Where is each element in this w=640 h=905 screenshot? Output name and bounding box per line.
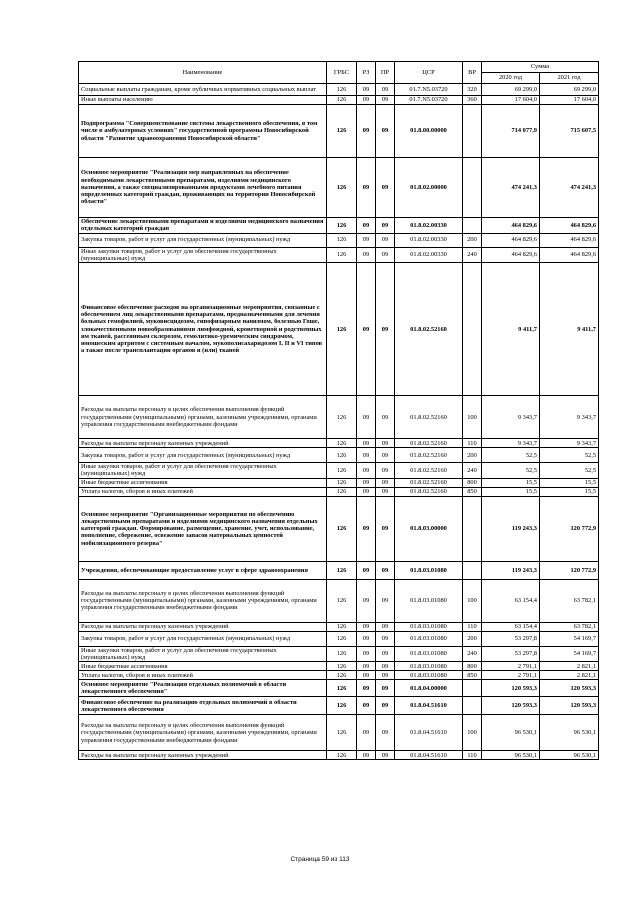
table-cell-rz: 09 [357, 158, 376, 218]
table-row [79, 487, 599, 496]
table-cell-rz: 09 [357, 247, 376, 263]
table-cell-2021: 69 299,0 [540, 84, 599, 96]
table-cell-vr: 100 [463, 396, 482, 439]
table-row [79, 84, 599, 96]
budget-table [78, 61, 599, 760]
table-cell-pr: 09 [376, 579, 395, 622]
table-cell-2020: 15,5 [482, 478, 540, 487]
table-cell-pr: 09 [376, 662, 395, 671]
table-cell-name: Иные бюджетные ассигнования [79, 478, 327, 487]
table-cell-csr: 01.8.02.00330 [395, 247, 463, 263]
table-cell-csr: 01.8.02.52160 [395, 396, 463, 439]
table-cell-vr: 850 [463, 671, 482, 680]
table-cell-vr: 240 [463, 247, 482, 263]
table-cell-2020: 119 243,3 [482, 561, 540, 579]
table-cell-rz: 09 [357, 263, 376, 396]
table-cell-2021: 63 782,1 [540, 579, 599, 622]
table-cell-2021: 96 530,1 [540, 715, 599, 751]
table-cell-grbs: 126 [327, 697, 357, 715]
table-cell-pr: 09 [376, 478, 395, 487]
table-cell-pr: 09 [376, 487, 395, 496]
table-cell-rz: 09 [357, 105, 376, 158]
table-cell-2021: 464 829,6 [540, 247, 599, 263]
table-cell-grbs: 126 [327, 561, 357, 579]
table-cell-csr: 01.8.02.52160 [395, 478, 463, 487]
table-cell-grbs: 126 [327, 439, 357, 448]
table-cell-grbs: 126 [327, 105, 357, 158]
table-cell-2020: 464 829,6 [482, 218, 540, 234]
table-cell-2021: 52,5 [540, 463, 599, 479]
table-cell-grbs: 126 [327, 247, 357, 263]
table-cell-2020: 9 343,7 [482, 396, 540, 439]
table-row [79, 263, 599, 396]
table-cell-csr: 01.8.02.00330 [395, 218, 463, 234]
table-cell-2021: 63 782,1 [540, 622, 599, 631]
table-cell-vr: 110 [463, 751, 482, 760]
table-cell-grbs: 126 [327, 463, 357, 479]
table-cell-rz: 09 [357, 233, 376, 247]
table-cell-csr: 01.8.00.00000 [395, 105, 463, 158]
table-cell-rz: 09 [357, 478, 376, 487]
table-cell-grbs: 126 [327, 158, 357, 218]
table-cell-2021: 2 821,1 [540, 662, 599, 671]
table-cell-pr: 09 [376, 96, 395, 105]
table-cell-grbs: 126 [327, 622, 357, 631]
table-cell-rz: 09 [357, 439, 376, 448]
table-cell-pr: 09 [376, 158, 395, 218]
table-cell-grbs: 126 [327, 218, 357, 234]
table-cell-csr: 01.8.04.51610 [395, 715, 463, 751]
table-cell-grbs: 126 [327, 478, 357, 487]
table-row [79, 680, 599, 697]
table-cell-vr [463, 263, 482, 396]
table-row [79, 439, 599, 448]
table-row [79, 671, 599, 680]
table-cell-grbs: 126 [327, 84, 357, 96]
table-row [79, 463, 599, 479]
table-cell-rz: 09 [357, 622, 376, 631]
page-number: Страница 59 из 113 [290, 856, 350, 863]
table-cell-pr: 09 [376, 751, 395, 760]
table-cell-csr: 01.8.04.51610 [395, 751, 463, 760]
table-cell-grbs: 126 [327, 671, 357, 680]
table-cell-name: Финансовое обеспечение расходов на организационные мероприятия, связанные с обеспечением лиц лекарственными препаратами, предназначенными для лечения больных гемофилией, муковисцидозом, гипофизарным нанизмом, болезнью Гоше, злокачественными новообразованиями лимфоидной, кроветворной и родственных им тканей, рассеянным склерозом, гемолитико-уремическим синдромом, юношеским артритом с системным началом, мукополисахаридозом I, II и VI типов а также после трансплантации органов и (или) тканей [79, 263, 327, 396]
table-cell-rz: 09 [357, 631, 376, 646]
table-cell-grbs: 126 [327, 496, 357, 561]
table-cell-2021: 9 343,7 [540, 439, 599, 448]
table-cell-csr: 01.8.03.01080 [395, 561, 463, 579]
table-cell-pr: 09 [376, 646, 395, 662]
table-cell-csr: 01.8.04.51610 [395, 697, 463, 715]
table-row [79, 105, 599, 158]
table-cell-pr: 09 [376, 84, 395, 96]
table-cell-name: Расходы на выплаты персоналу в целях обеспечения выполнения функций государственными (муниципальными) органами, казенными учреждениями, органами управления государственными внебюджетными фондами [79, 579, 327, 622]
table-row [79, 233, 599, 247]
table-cell-csr: 01.8.02.52160 [395, 463, 463, 479]
table-cell-name: Закупка товаров, работ и услуг для государственных (муниципальных) нужд [79, 631, 327, 646]
table-cell-rz: 09 [357, 579, 376, 622]
table-cell-csr: 01.8.03.01080 [395, 631, 463, 646]
table-row [79, 96, 599, 105]
table-cell-vr: 850 [463, 487, 482, 496]
table-row [79, 247, 599, 263]
table-row [79, 697, 599, 715]
table-row [79, 646, 599, 662]
table-cell-2021: 715 607,5 [540, 105, 599, 158]
table-cell-grbs: 126 [327, 680, 357, 697]
table-cell-2021: 52,5 [540, 448, 599, 463]
table-cell-2021: 96 530,1 [540, 751, 599, 760]
table-cell-2020: 120 593,3 [482, 680, 540, 697]
table-cell-csr: 01.8.02.52160 [395, 487, 463, 496]
table-cell-grbs: 126 [327, 448, 357, 463]
table-cell-vr [463, 218, 482, 234]
table-row [79, 631, 599, 646]
table-cell-pr: 09 [376, 263, 395, 396]
table-cell-csr: 01.8.03.00000 [395, 496, 463, 561]
header-name: Наименование [79, 62, 327, 84]
table-cell-grbs: 126 [327, 487, 357, 496]
table-cell-name: Основное мероприятие "Организационные мероприятия по обеспечению лекарственными препаратами и изделиями медицинского назначения отдельных категорий граждан. Формирование, размещение, хранение, учет, использование, пополнение, сбережение, освежение запасов материальных ценностей мобилизационного резерва" [79, 496, 327, 561]
table-cell-csr: 01.8.03.01080 [395, 662, 463, 671]
table-cell-2020: 464 829,6 [482, 233, 540, 247]
table-cell-vr [463, 680, 482, 697]
table-row [79, 662, 599, 671]
table-row [79, 561, 599, 579]
table-cell-name: Иные бюджетные ассигнования [79, 662, 327, 671]
table-cell-pr: 09 [376, 396, 395, 439]
table-row [79, 579, 599, 622]
table-cell-2020: 63 154,4 [482, 622, 540, 631]
table-cell-2021: 15,5 [540, 478, 599, 487]
table-cell-vr: 200 [463, 631, 482, 646]
header-vr: ВР [463, 62, 482, 84]
table-cell-name: Расходы на выплаты персоналу казенных учреждений [79, 751, 327, 760]
table-cell-rz: 09 [357, 218, 376, 234]
table-row [79, 396, 599, 439]
table-cell-csr: 01.7.N5.03720 [395, 96, 463, 105]
table-cell-grbs: 126 [327, 631, 357, 646]
table-cell-rz: 09 [357, 671, 376, 680]
table-cell-2021: 120 772,9 [540, 496, 599, 561]
table-cell-grbs: 126 [327, 751, 357, 760]
table-cell-rz: 09 [357, 697, 376, 715]
table-cell-2020: 119 243,3 [482, 496, 540, 561]
table-row [79, 622, 599, 631]
table-cell-2020: 53 297,8 [482, 646, 540, 662]
table-row [79, 715, 599, 751]
table-cell-2020: 9 411,7 [482, 263, 540, 396]
table-cell-rz: 09 [357, 487, 376, 496]
table-cell-2021: 120 593,3 [540, 680, 599, 697]
table-cell-csr: 01.8.03.01080 [395, 671, 463, 680]
table-cell-2020: 53 297,8 [482, 631, 540, 646]
table-cell-pr: 09 [376, 671, 395, 680]
table-cell-2020: 63 154,4 [482, 579, 540, 622]
table-cell-grbs: 126 [327, 96, 357, 105]
table-row [79, 218, 599, 234]
table-cell-2020: 96 530,1 [482, 715, 540, 751]
table-cell-vr: 320 [463, 84, 482, 96]
table-cell-csr: 01.8.02.52160 [395, 439, 463, 448]
table-cell-vr [463, 697, 482, 715]
table-cell-vr: 110 [463, 622, 482, 631]
table-cell-vr [463, 496, 482, 561]
table-cell-rz: 09 [357, 463, 376, 479]
table-cell-csr: 01.8.03.01080 [395, 622, 463, 631]
table-cell-vr [463, 561, 482, 579]
table-cell-name: Уплата налогов, сборов и иных платежей [79, 487, 327, 496]
header-pr: ПР [376, 62, 395, 84]
table-cell-name: Подпрограмма "Совершенствование системы лекарственного обеспечения, в том числе в амбулаторных условиях" государственной программы Новосибирской области "Развитие здравоохранения Новосибирской области" [79, 105, 327, 158]
table-cell-2020: 96 530,1 [482, 751, 540, 760]
table-cell-csr: 01.7.N5.03720 [395, 84, 463, 96]
table-cell-name: Закупка товаров, работ и услуг для государственных (муниципальных) нужд [79, 448, 327, 463]
table-cell-pr: 09 [376, 439, 395, 448]
table-cell-pr: 09 [376, 105, 395, 158]
table-cell-vr: 200 [463, 448, 482, 463]
table-cell-grbs: 126 [327, 396, 357, 439]
table-cell-csr: 01.8.03.01080 [395, 579, 463, 622]
table-cell-rz: 09 [357, 396, 376, 439]
table-cell-pr: 09 [376, 561, 395, 579]
table-cell-2021: 120 593,3 [540, 697, 599, 715]
table-cell-name: Закупка товаров, работ и услуг для государственных (муниципальных) нужд [79, 233, 327, 247]
table-cell-2021: 54 169,7 [540, 631, 599, 646]
table-cell-2020: 69 299,0 [482, 84, 540, 96]
table-cell-name: Обеспечение лекарственными препаратами и изделиями медицинского назначения отдельных категорий граждан [79, 218, 327, 234]
table-cell-vr: 800 [463, 478, 482, 487]
table-cell-name: Расходы на выплаты персоналу казенных учреждений [79, 439, 327, 448]
table-row [79, 448, 599, 463]
header-sum: Сумма [482, 62, 599, 73]
table-cell-2020: 120 593,3 [482, 697, 540, 715]
table-cell-rz: 09 [357, 561, 376, 579]
table-cell-2020: 9 343,7 [482, 439, 540, 448]
table-cell-rz: 09 [357, 448, 376, 463]
table-cell-pr: 09 [376, 218, 395, 234]
table-cell-vr: 240 [463, 646, 482, 662]
table-cell-name: Расходы на выплаты персоналу в целях обеспечения выполнения функций государственными (муниципальными) органами, казенными учреждениями, органами управления государственными внебюджетными фондами [79, 715, 327, 751]
table-cell-name: Основное мероприятие "Реализация отдельных полномочий в области лекарственного обеспечения" [79, 680, 327, 697]
table-cell-2021: 9 411,7 [540, 263, 599, 396]
table-row [79, 751, 599, 760]
table-cell-rz: 09 [357, 751, 376, 760]
table-row [79, 158, 599, 218]
table-cell-grbs: 126 [327, 662, 357, 671]
table-cell-2021: 15,5 [540, 487, 599, 496]
table-cell-pr: 09 [376, 247, 395, 263]
header-year-2020: 2020 год [482, 73, 540, 84]
table-cell-pr: 09 [376, 715, 395, 751]
table-cell-rz: 09 [357, 680, 376, 697]
table-cell-rz: 09 [357, 96, 376, 105]
table-cell-2020: 714 077,9 [482, 105, 540, 158]
table-cell-2021: 17 604,0 [540, 96, 599, 105]
table-cell-rz: 09 [357, 662, 376, 671]
table-cell-vr [463, 158, 482, 218]
table-cell-rz: 09 [357, 646, 376, 662]
table-cell-grbs: 126 [327, 233, 357, 247]
table-cell-name: Социальные выплаты гражданам, кроме публичных нормативных социальных выплат [79, 84, 327, 96]
table-cell-grbs: 126 [327, 715, 357, 751]
table-cell-vr: 110 [463, 439, 482, 448]
table-cell-vr: 360 [463, 96, 482, 105]
table-cell-csr: 01.8.03.01080 [395, 646, 463, 662]
table-row [79, 478, 599, 487]
header-year-2021: 2021 год [540, 73, 599, 84]
table-cell-csr: 01.8.02.52160 [395, 263, 463, 396]
table-cell-pr: 09 [376, 622, 395, 631]
table-cell-name: Уплата налогов, сборов и иных платежей [79, 671, 327, 680]
table-cell-vr: 100 [463, 579, 482, 622]
table-cell-2021: 2 821,1 [540, 671, 599, 680]
table-cell-pr: 09 [376, 496, 395, 561]
table-cell-name: Иные закупки товаров, работ и услуг для обеспечения государственных (муниципальных) нужд [79, 463, 327, 479]
table-cell-2021: 9 343,7 [540, 396, 599, 439]
table-cell-2020: 15,5 [482, 487, 540, 496]
table-cell-vr: 800 [463, 662, 482, 671]
table-cell-vr: 200 [463, 233, 482, 247]
table-cell-2021: 464 829,6 [540, 233, 599, 247]
table-cell-pr: 09 [376, 680, 395, 697]
table-cell-csr: 01.8.04.00000 [395, 680, 463, 697]
table-cell-2021: 464 829,6 [540, 218, 599, 234]
table-cell-pr: 09 [376, 448, 395, 463]
table-cell-rz: 09 [357, 84, 376, 96]
table-cell-2020: 17 604,0 [482, 96, 540, 105]
header-csr: ЦСР [395, 62, 463, 84]
table-cell-grbs: 126 [327, 579, 357, 622]
table-cell-2020: 52,5 [482, 448, 540, 463]
header-grbs: ГРБС [327, 62, 357, 84]
table-cell-2020: 2 791,1 [482, 671, 540, 680]
table-cell-name: Учреждения, обеспечивающие предоставление услуг в сфере здравоохранения [79, 561, 327, 579]
table-cell-pr: 09 [376, 631, 395, 646]
table-cell-csr: 01.8.02.52160 [395, 448, 463, 463]
table-cell-2020: 52,5 [482, 463, 540, 479]
header-rz: РЗ [357, 62, 376, 84]
table-cell-name: Иные закупки товаров, работ и услуг для обеспечения государственных (муниципальных) нужд [79, 646, 327, 662]
table-cell-grbs: 126 [327, 646, 357, 662]
table-cell-name: Финансовое обеспечение на реализацию отдельных полномочий в области лекарственного обеспечения [79, 697, 327, 715]
table-cell-2021: 54 169,7 [540, 646, 599, 662]
table-cell-name: Основное мероприятие "Реализация мер направленных на обеспечение необходимыми лекарственными препаратами, изделиями медицинского назначения, а также специализированными продуктами лечебного питания определенных категорий граждан, проживающих на территории Новосибирской области" [79, 158, 327, 218]
table-cell-rz: 09 [357, 496, 376, 561]
table-cell-2021: 120 772,9 [540, 561, 599, 579]
table-cell-2020: 464 829,6 [482, 247, 540, 263]
table-cell-2020: 474 241,3 [482, 158, 540, 218]
table-cell-rz: 09 [357, 715, 376, 751]
table-cell-name: Иные закупки товаров, работ и услуг для обеспечения государственных (муниципальных) нужд [79, 247, 327, 263]
table-row [79, 496, 599, 561]
table-cell-csr: 01.8.02.00330 [395, 233, 463, 247]
table-cell-grbs: 126 [327, 263, 357, 396]
table-cell-pr: 09 [376, 233, 395, 247]
table-cell-2020: 2 791,1 [482, 662, 540, 671]
table-cell-name: Расходы на выплаты персоналу в целях обеспечения выполнения функций государственными (муниципальными) органами, казенными учреждениями, органами управления государственными внебюджетными фондами [79, 396, 327, 439]
table-cell-vr: 100 [463, 715, 482, 751]
table-cell-csr: 01.8.02.00000 [395, 158, 463, 218]
table-cell-name: Иные выплаты населению [79, 96, 327, 105]
table-cell-2021: 474 241,3 [540, 158, 599, 218]
table-cell-name: Расходы на выплаты персоналу казенных учреждений [79, 622, 327, 631]
table-cell-vr [463, 105, 482, 158]
table-cell-vr: 240 [463, 463, 482, 479]
table-cell-pr: 09 [376, 463, 395, 479]
table-cell-pr: 09 [376, 697, 395, 715]
table-body [79, 84, 599, 760]
